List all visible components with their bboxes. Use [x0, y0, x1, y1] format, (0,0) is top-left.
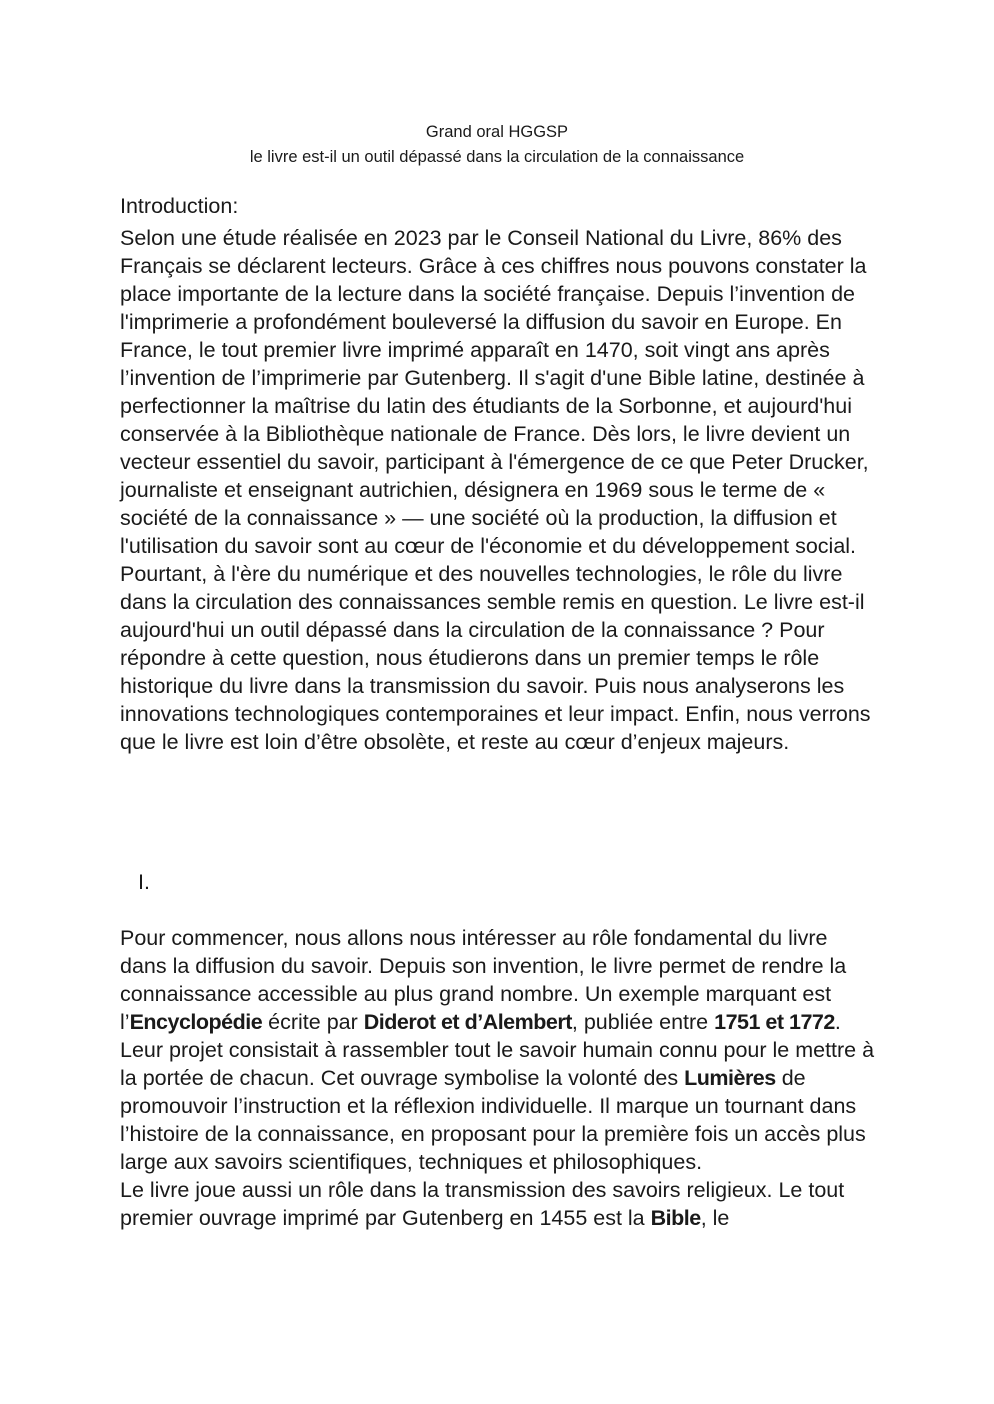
bold-term: Bible	[650, 1206, 701, 1230]
section-number: I.	[138, 870, 150, 894]
bold-term: Lumières	[684, 1066, 776, 1090]
text-run: Pour commencer, nous allons nous intéresser au rôle fondamental du livre dans la diffusion du savoir. Depuis son invention, le livre permet de rendre la connaissance accessible au plus grand nombre. Un exemple marquant est l’	[120, 926, 847, 1034]
introduction-heading: Introduction:	[120, 194, 239, 218]
text-run: , le	[700, 1206, 730, 1230]
text-run: Le livre joue aussi un rôle dans la transmission des savoirs religieux. Le tout premier ouvrage imprimé par Gutenberg en 1455 est la	[120, 1178, 845, 1230]
text-run: , publiée entre	[571, 1010, 715, 1034]
document-subtitle: le livre est-il un outil dépassé dans la circulation de la connaissance	[249, 148, 745, 166]
introduction-paragraph: Selon une étude réalisée en 2023 par le Conseil National du Livre, 86% des Français se déclarent lecteurs. Grâce à ces chiffres nous pouvons constater la place importante de la lecture dans la société française. Depuis l’invention de l'imprimerie a profondément bouleversé la diffusion du savoir en Europe. En France, le tout premier livre imprimé apparaît en 1470, soit vingt ans après l’invention de l’imprimerie par Gutenberg. Il s'agit d'une Bible latine, destinée à perfectionner la maîtrise du latin des étudiants de la Sorbonne, et aujourd'hui conservée à la Bibliothèque nationale de France. Dès lors, le livre devient un vecteur essentiel du savoir, participant à l'émergence de ce que Peter Drucker, journaliste et enseignant autrichien, désignera en 1969 sous le terme de « société de la connaissance » — une société où la production, la diffusion et l'utilisation du savoir sont au cœur de l'économie et du développement social. Pourtant, à l'ère du numérique et des nouvelles technologies, le rôle du livre dans la circulation des connaissances semble remis en question. Le livre est-il aujourd'hui un outil dépassé dans la circulation de la connaissance ? Pour répondre à cette question, nous étudierons dans un premier temps le rôle historique du livre dans la transmission du savoir. Puis nous analyserons les innovations technologiques contemporaines et leur impact. Enfin, nous verrons que le livre est loin d’être obsolète, et reste au cœur d’enjeux majeurs.	[120, 226, 871, 754]
text-run: . Leur projet consistait à rassembler tout le savoir humain connu pour le mettre à la portée de chacun. Cet ouvrage symbolise la volonté des	[120, 1010, 875, 1090]
bold-term: 1751 et 1772	[714, 1010, 835, 1034]
document-title: Grand oral HGGSP	[425, 123, 569, 141]
document-header	[0, 120, 994, 170]
text-run: de promouvoir l’instruction et la réflexion individuelle. Il marque un tournant dans l’histoire de la connaissance, en proposant pour la première fois un accès plus large aux savoirs scientifiques, techniques et philosophiques.	[120, 1066, 866, 1174]
bold-term: Diderot et d’Alembert	[363, 1010, 572, 1034]
section-one-body	[120, 924, 880, 1232]
bold-term: Encyclopédie	[129, 1010, 263, 1034]
section-one-paragraph-2	[120, 1176, 880, 1232]
text-run: écrite par	[262, 1010, 364, 1034]
section-one-paragraph-1	[120, 924, 880, 1176]
